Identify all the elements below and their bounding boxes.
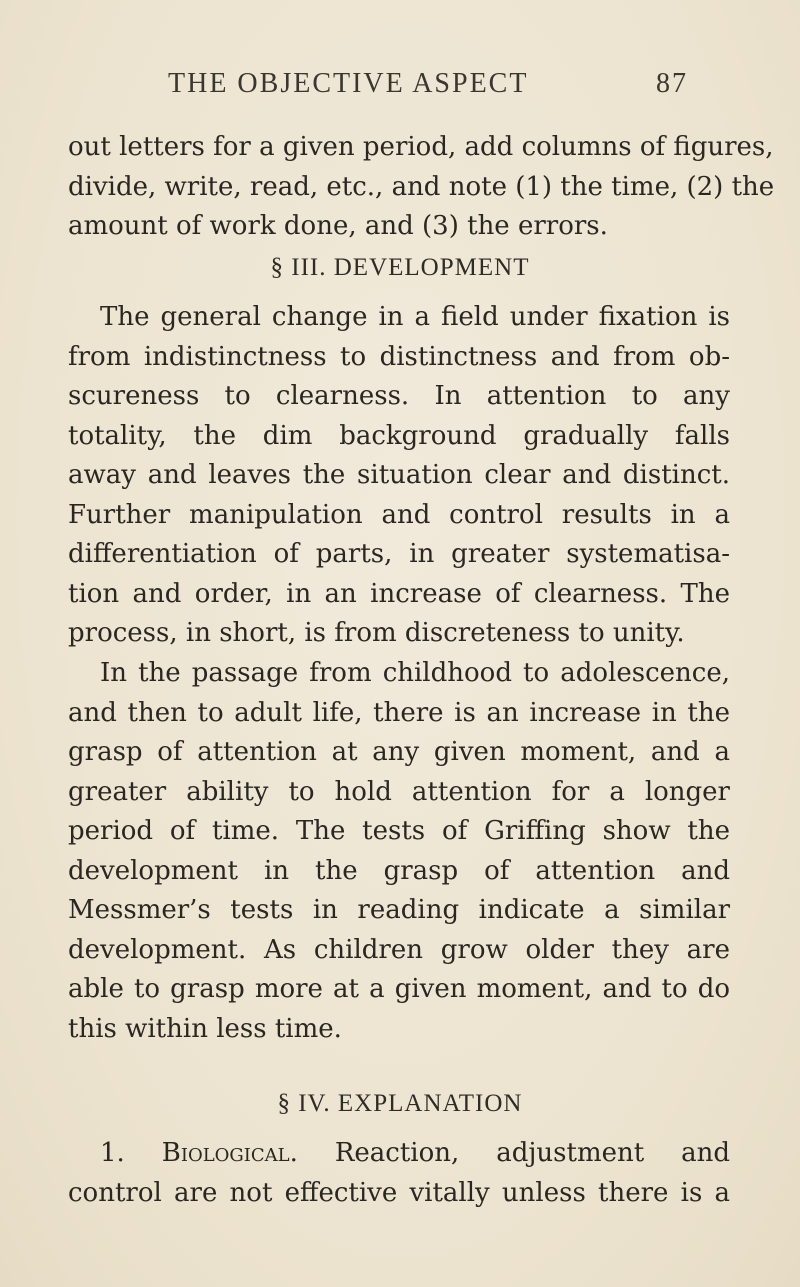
text-line: development. As children grow older they are [68, 934, 730, 965]
text-line: divide, write, read, etc., and note (1) the time, (2) the [68, 171, 775, 202]
section-heading-development: § III. DEVELOPMENT [270, 254, 530, 281]
item-label: Biological. [161, 1138, 298, 1168]
explanation-paragraph [68, 1134, 730, 1213]
item-number: 1. [100, 1138, 125, 1168]
text-line: greater ability to hold attention for a longer [68, 776, 730, 807]
text-line: and then to adult life, there is an increase in the [68, 697, 730, 728]
running-head-title: THE OBJECTIVE ASPECT [168, 68, 529, 99]
text-line: tion and order, in an increase of clearness. The [68, 578, 730, 609]
text-line: grasp of attention at any given moment, and a [68, 737, 730, 767]
text-line: process, in short, is from discreteness to unity. [68, 618, 685, 648]
text-line: period of time. The tests of Griffing show the [68, 816, 730, 846]
text-line: control are not effective vitally unless there is a [68, 1177, 730, 1208]
text-line: out letters for a given period, add columns of figures, [68, 132, 774, 162]
development-paragraph-2 [68, 654, 730, 1049]
running-head [168, 68, 688, 108]
development-paragraph-1 [68, 298, 730, 654]
section-heading-explanation: § IV. EXPLANATION [277, 1090, 523, 1117]
text-line: scureness to clearness. In attention to any [68, 381, 730, 411]
top-paragraph [68, 128, 775, 247]
text-line: development in the grasp of attention and [68, 855, 730, 886]
page-number: 87 [656, 68, 688, 99]
text-line: this within less time. [68, 1013, 342, 1044]
text-line: The general change in a field under fixation is [100, 302, 730, 332]
text-line: Further manipulation and control results in a [68, 499, 730, 530]
text-line: away and leaves the situation clear and distinct. [68, 460, 730, 490]
text-line: differentiation of parts, in greater systematisa- [68, 539, 730, 569]
text-line: from indistinctness to distinctness and from ob- [68, 341, 730, 372]
text-line: able to grasp more at a given moment, and to do [68, 974, 730, 1004]
item-text: Reaction, adjustment and [334, 1138, 730, 1168]
text-line: totality, the dim background gradually falls [68, 420, 730, 451]
text-line: In the passage from childhood to adolescence, [100, 658, 730, 688]
text-line [68, 1134, 730, 1174]
text-line: Messmer’s tests in reading indicate a similar [68, 895, 730, 925]
text-line: amount of work done, and (3) the errors. [68, 211, 608, 241]
